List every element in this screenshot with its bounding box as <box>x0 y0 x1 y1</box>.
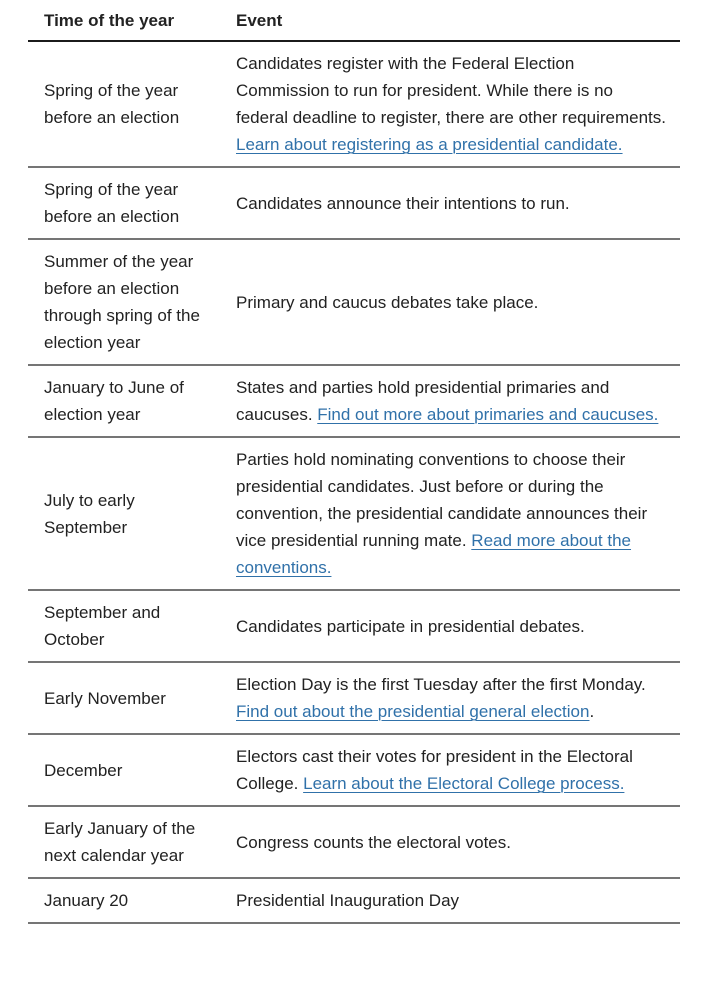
event-cell <box>220 437 680 590</box>
event-cell <box>220 806 680 878</box>
event-cell <box>220 878 680 923</box>
event-cell <box>220 41 680 167</box>
event-link[interactable]: Learn about registering as a presidential candidate. <box>236 135 623 154</box>
header-row <box>28 4 680 41</box>
time-cell: Spring of the year before an election <box>28 41 220 167</box>
event-cell <box>220 590 680 662</box>
event-link[interactable]: Find out more about primaries and caucuses. <box>317 405 659 424</box>
time-cell: September and October <box>28 590 220 662</box>
time-cell: Early November <box>28 662 220 734</box>
event-text: Candidates participate in presidential debates. <box>236 616 585 636</box>
time-cell: Summer of the year before an election through spring of the election year <box>28 239 220 365</box>
event-text: Presidential Inauguration Day <box>236 891 460 910</box>
event-text: Candidates announce their intentions to run. <box>236 193 570 213</box>
event-link[interactable]: Find out about the presidential general election <box>236 702 590 721</box>
event-link[interactable]: Read more about the conventions. <box>236 531 632 577</box>
event-cell <box>220 734 680 806</box>
table-row <box>28 662 680 734</box>
time-cell: July to early September <box>28 437 220 590</box>
event-text: Candidates register with the Federal Election Commission to run for president. While there is no federal deadline to register, there are other requirements. <box>236 54 666 127</box>
column-header-time: Time of the year <box>28 4 220 41</box>
table-row <box>28 41 680 167</box>
column-header-event: Event <box>220 4 680 41</box>
time-cell: Early January of the next calendar year <box>28 806 220 878</box>
event-cell <box>220 167 680 239</box>
event-cell <box>220 239 680 365</box>
time-cell: January to June of election year <box>28 365 220 437</box>
event-cell <box>220 662 680 734</box>
time-cell: Spring of the year before an election <box>28 167 220 239</box>
table-row <box>28 239 680 365</box>
time-cell: December <box>28 734 220 806</box>
table-row <box>28 167 680 239</box>
event-text: Primary and caucus debates take place. <box>236 292 539 312</box>
table-body <box>28 41 680 923</box>
election-timeline-table <box>28 4 680 924</box>
event-cell <box>220 365 680 437</box>
event-link[interactable]: Learn about the Electoral College process. <box>303 774 625 793</box>
event-text: States and parties hold presidential primaries and caucuses. <box>236 378 610 424</box>
event-text: Congress counts the electoral votes. <box>236 832 511 852</box>
table-row <box>28 365 680 437</box>
event-text: . <box>589 702 595 721</box>
event-text: Parties hold nominating conventions to choose their presidential candidates. Just before or during the convention, the presidential candidate announces their vice presidential running mate. <box>236 450 648 550</box>
table-row <box>28 590 680 662</box>
table-row <box>28 806 680 878</box>
event-text: Election Day is the first Tuesday after the first Monday. <box>236 675 646 694</box>
time-cell: January 20 <box>28 878 220 923</box>
table-row <box>28 437 680 590</box>
table-row <box>28 878 680 923</box>
event-text: Electors cast their votes for president in the Electoral College. <box>236 747 633 793</box>
table-row <box>28 734 680 806</box>
